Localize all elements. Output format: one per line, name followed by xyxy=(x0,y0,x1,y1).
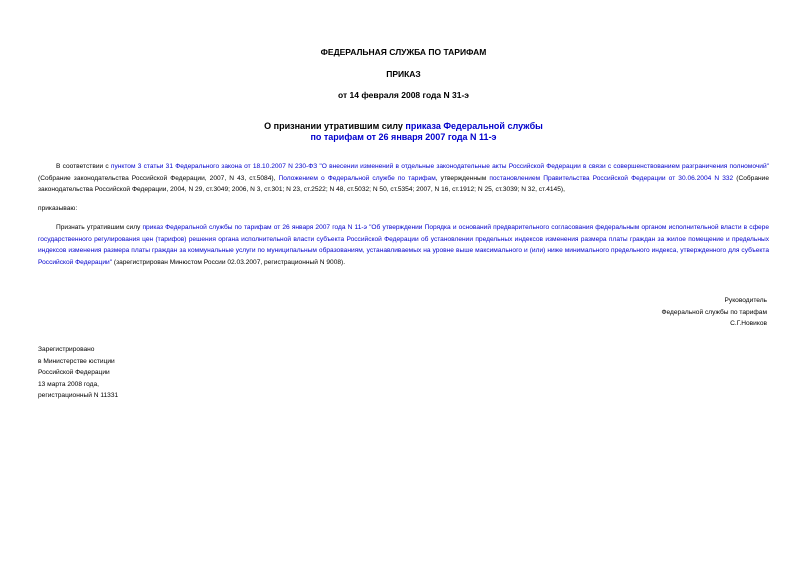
fst-regulation-link[interactable]: Положением о Федеральной службе по тарифам xyxy=(278,174,436,182)
signature-position: Руководитель xyxy=(724,297,767,304)
order-text-2: (зарегистрирован Минюстом России 02.03.2007, регистрационный N 9008). xyxy=(112,258,346,266)
registration-line-2: в Министерстве юстиции xyxy=(38,357,115,365)
government-decree-332-link[interactable]: постановлением Правительства Российской Федерации от 30.06.2004 N 332 xyxy=(489,174,734,182)
order-text-1: Признать утратившим силу xyxy=(56,224,143,231)
signature-name: С.Г.Новиков xyxy=(730,320,767,327)
registration-line-3: Российской Федерации xyxy=(38,369,110,376)
preamble-text-1: В соответствии с xyxy=(56,163,111,170)
preamble-paragraph xyxy=(38,161,769,196)
registration-line-4: 13 марта 2008 года, xyxy=(38,380,99,388)
order-word: приказываю: xyxy=(38,205,78,212)
title-prefix: О признании утратившим силу xyxy=(264,121,406,131)
registration-line-1: Зарегистрировано xyxy=(38,346,95,353)
date-number-heading: от 14 февраля 2008 года N 31-э xyxy=(338,90,469,100)
preamble-text-2: (Собрание законодательства Российской Федерации, 2007, N 43, ст.5084), xyxy=(38,174,279,182)
registration-line-5: регистрационный N 11331 xyxy=(38,392,119,399)
title-link-line2[interactable]: по тарифам от 26 января 2007 года N 11-э xyxy=(310,132,497,142)
preamble-text-4: (Собрание законодательства Российской Федерации, 2004, N 29, ст.3049; 2006, N 3, ст.301; N 23, ст.2522; N 48, ст.5032; N 50, ст.5354; 2007, N 16, ст.1912; N 25, ст.3039; N 32, ст.4145), xyxy=(38,174,770,193)
preamble-text-3: , утвержденным xyxy=(435,174,490,182)
doc-type-heading: ПРИКАЗ xyxy=(386,69,421,79)
signature-block xyxy=(662,295,768,330)
signature-agency: Федеральной службы по тарифам xyxy=(661,308,767,316)
title-link-line1[interactable]: приказа Федеральной службы xyxy=(405,121,543,131)
document-title xyxy=(0,121,807,143)
order-11e-link[interactable]: приказ Федеральной службы по тарифам от 26 января 2007 года N 11-э "Об утверждении Порядка и оснований предварительного согласования федеральным органом исполнительной власти в сфере государственного регулирования цен (тарифов) решения органа исполнительной власти субъекта Российской Федерации об установлении предельных индексов изменения размера платы граждан за жилое помещение и предельных индексов изменения размера платы граждан за коммунальные услуги по муниципальным образованиям, устанавливаемых на уровне выше максимального и (или) ниже минимального предельного индекса, утвержденного для субъекта Российской Федерации" xyxy=(38,224,769,266)
law-230fz-link[interactable]: пунктом 3 статьи 31 Федерального закона от 18.10.2007 N 230-ФЗ "О внесении изменений в отдельные законодательные акты Российской Федерации в связи с совершенствованием разграничения полномочий" xyxy=(110,163,770,170)
agency-heading: ФЕДЕРАЛЬНАЯ СЛУЖБА ПО ТАРИФАМ xyxy=(320,47,487,57)
order-paragraph xyxy=(38,222,769,268)
registration-block xyxy=(38,344,118,402)
